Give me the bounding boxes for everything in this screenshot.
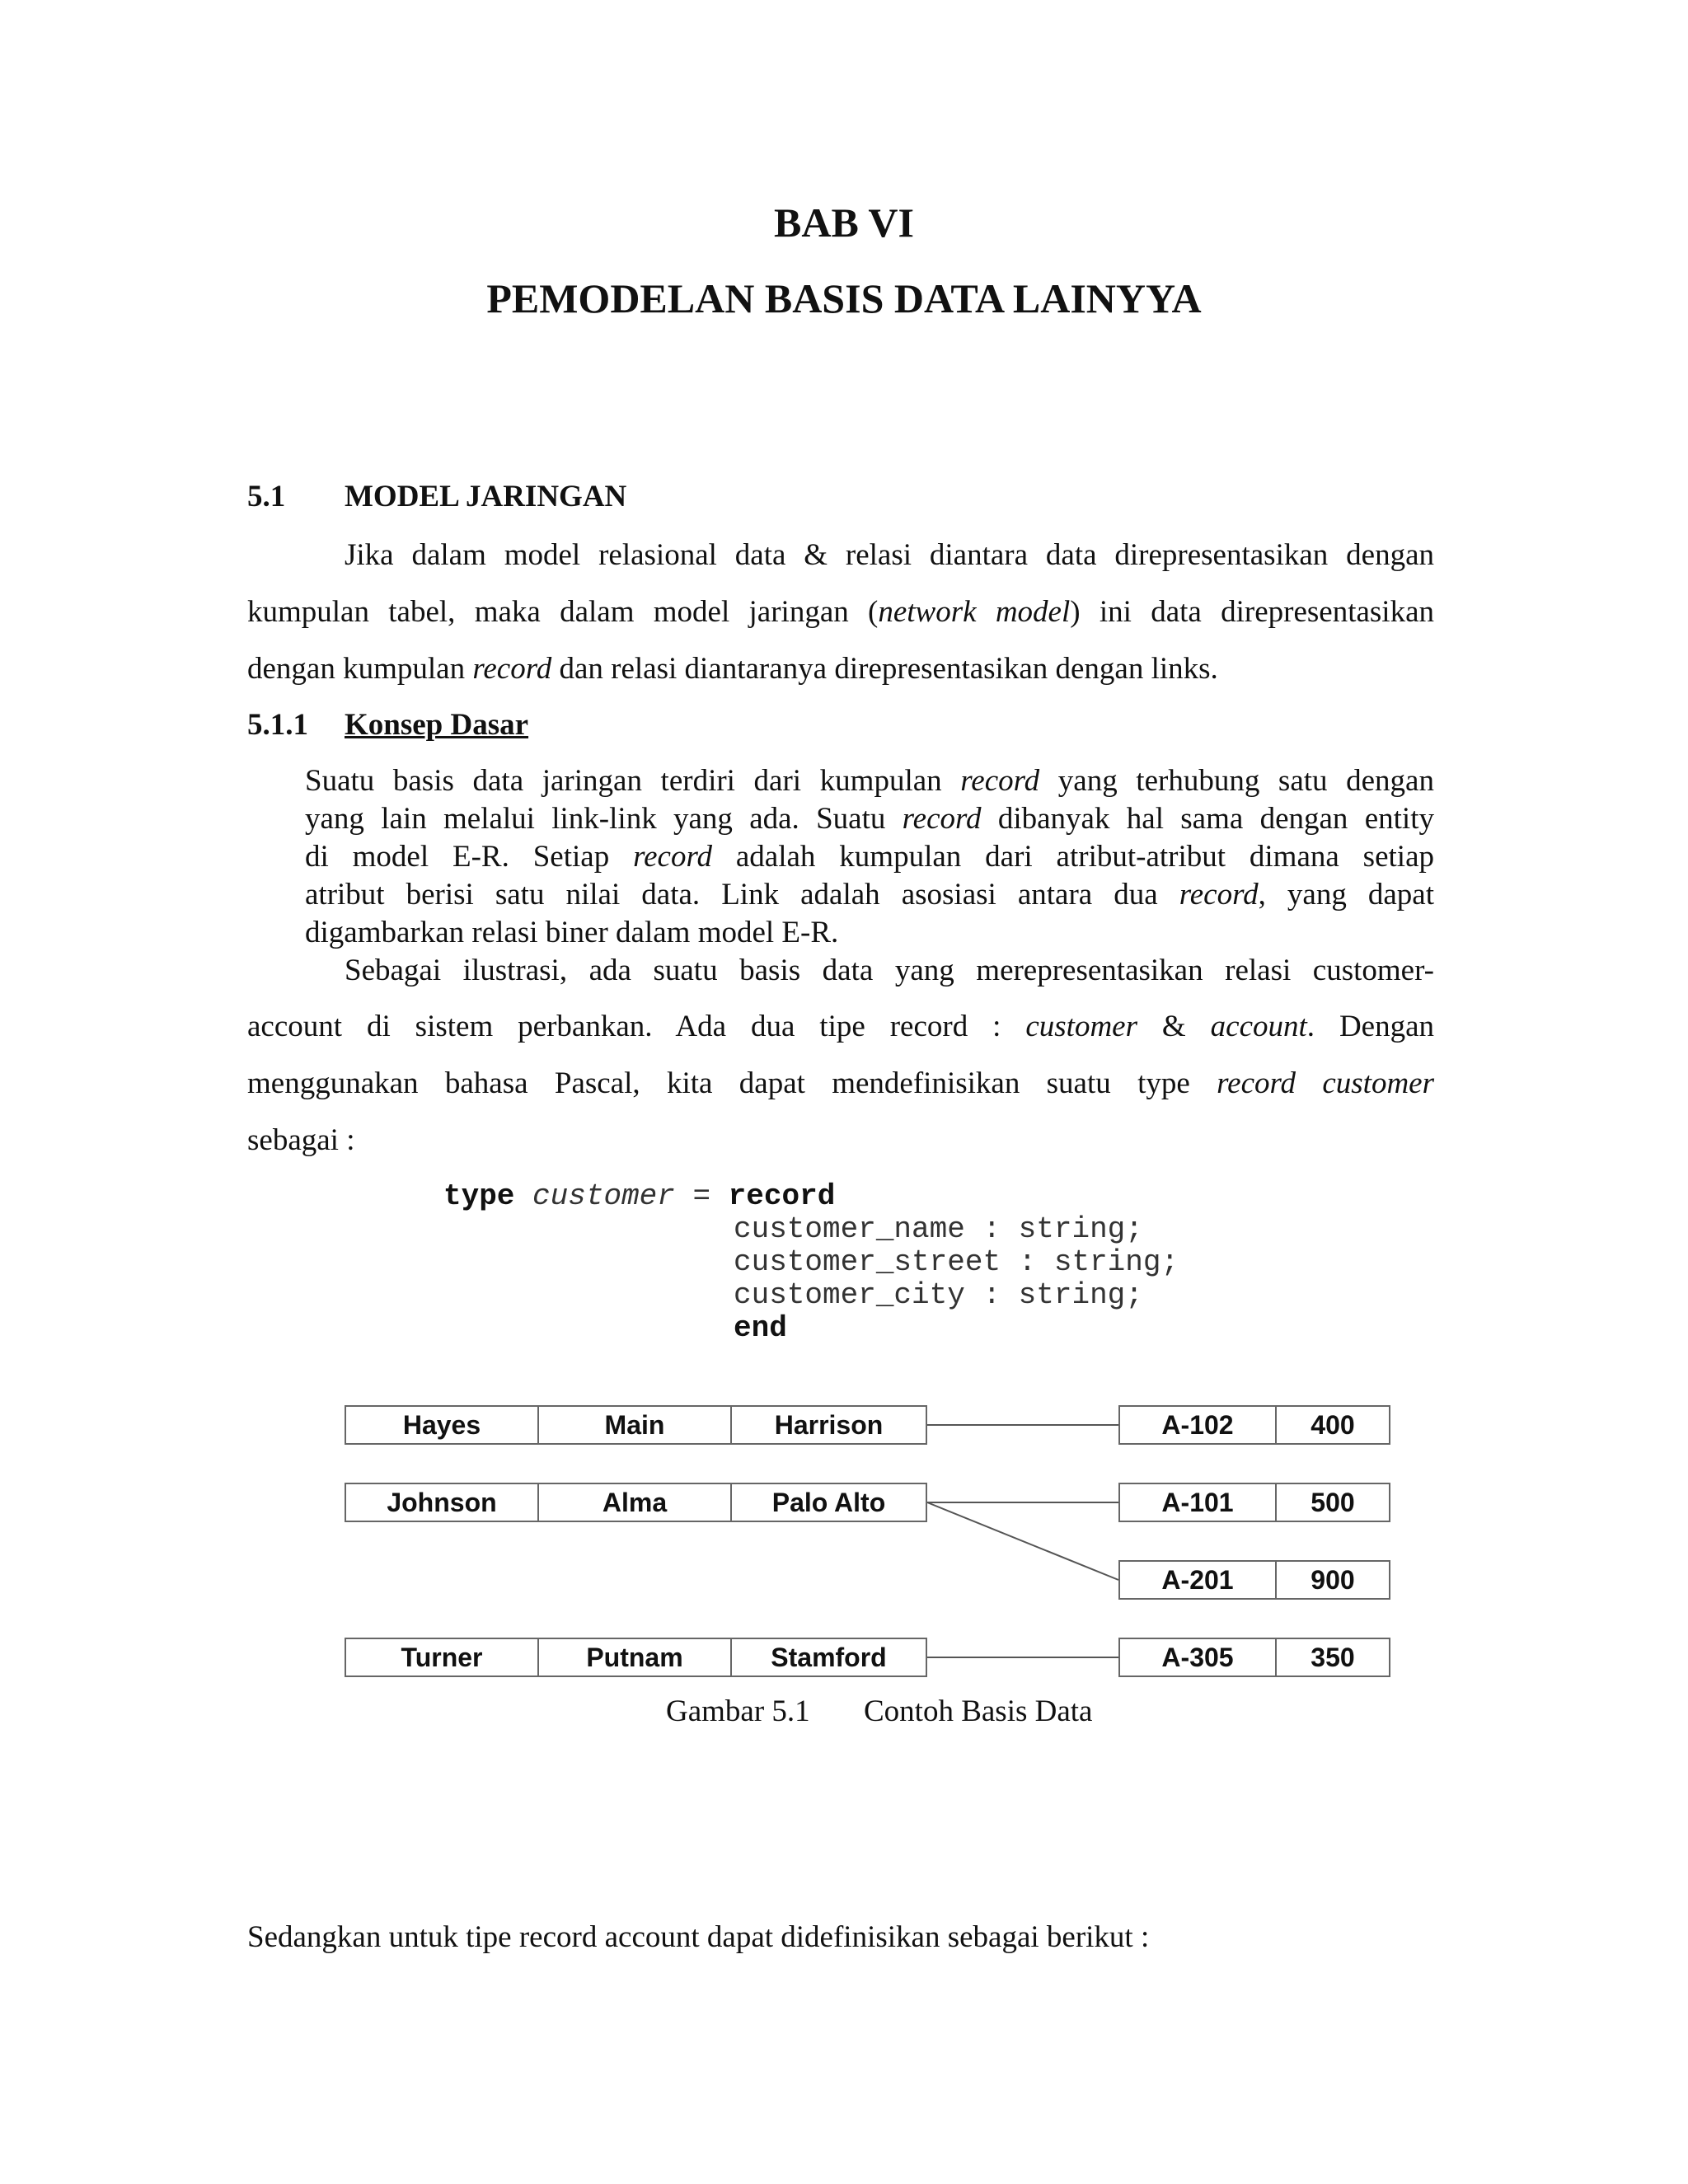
footer-paragraph: Sedangkan untuk tipe record account dapat didefinisikan sebagai berikut :: [247, 1920, 1150, 1954]
subsection-title: Konsep Dasar: [345, 708, 529, 742]
para2-emph-1: record: [960, 764, 1040, 798]
code-keyword-end: end: [734, 1311, 787, 1345]
para2-line3: [305, 838, 1434, 876]
para2-line2: [305, 800, 1434, 838]
para1-emph-network-model: network model: [878, 595, 1071, 629]
para3-text-4: sebagai :: [247, 1123, 355, 1157]
para3-line3: [247, 1065, 1434, 1103]
para2-line4: [305, 876, 1434, 914]
customer-street-cell: Alma: [537, 1483, 732, 1522]
section-title: MODEL JARINGAN: [345, 480, 627, 513]
account-balance-cell: 900: [1275, 1560, 1390, 1600]
subsection-number: 5.1.1: [247, 708, 308, 742]
para3-text-2a: account di sistem perbankan. Ada dua tipe record :: [247, 1010, 1026, 1043]
customer-city-cell: Palo Alto: [730, 1483, 927, 1522]
code-line-5: [734, 1312, 787, 1345]
para2-line1: [305, 762, 1434, 800]
para2-text-1c: yang terhubung satu dengan: [1039, 764, 1434, 798]
para3-text-1: Sebagai ilustrasi, ada suatu basis data yang merepresentasikan relasi customer-: [345, 954, 1434, 987]
customer-name-cell: Johnson: [345, 1483, 539, 1522]
para1-text-2a: kumpulan tabel, maka dalam model jaringan (: [247, 595, 879, 629]
para2-emph-2: record: [902, 802, 982, 836]
para3-text-2c: &: [1137, 1010, 1211, 1043]
account-number-cell: A-101: [1118, 1483, 1277, 1522]
account-number-cell: A-102: [1118, 1405, 1277, 1445]
para2-emph-3: record: [633, 840, 712, 874]
customer-city-cell: Harrison: [730, 1405, 927, 1445]
code-identifier: customer: [532, 1179, 675, 1213]
chapter-label: BAB VI: [774, 199, 914, 246]
customer-street-cell: Main: [537, 1405, 732, 1445]
section-number: 5.1: [247, 480, 286, 513]
para1-line2: [247, 593, 1434, 631]
para1-text-3a: dengan kumpulan: [247, 652, 473, 686]
para1-line3: [247, 650, 1434, 688]
figure-caption-text: Contoh Basis Data: [864, 1694, 1093, 1728]
customer-street-cell: Putnam: [537, 1638, 732, 1677]
para1-text-2c: ) ini data direpresentasikan: [1070, 595, 1434, 629]
account-number-cell: A-305: [1118, 1638, 1277, 1677]
para2-text-4c: , yang dapat: [1258, 878, 1435, 912]
para3-text-2e: . Dengan: [1306, 1010, 1435, 1043]
para1-line1: [345, 537, 1434, 574]
para2-emph-4: record: [1179, 878, 1259, 912]
para1-text-1: Jika dalam model relasional data & relasi diantara data direpresentasikan dengan: [345, 538, 1434, 572]
para3-emph-customer: customer: [1025, 1010, 1137, 1043]
chapter-title: PEMODELAN BASIS DATA LAINYYA: [486, 275, 1202, 321]
account-balance-cell: 350: [1275, 1638, 1390, 1677]
para2-text-3a: di model E-R. Setiap: [305, 840, 634, 874]
code-line-2: customer_name : string;: [734, 1212, 1143, 1246]
account-balance-cell: 400: [1275, 1405, 1390, 1445]
code-line-1: [443, 1180, 835, 1213]
para2-text-2a: yang lain melalui link-link yang ada. Suatu: [305, 802, 903, 836]
para1-text-3c: dan relasi diantaranya direpresentasikan dengan links.: [551, 652, 1218, 686]
para3-emph-record-customer: record customer: [1217, 1066, 1434, 1100]
para2-text-2c: dibanyak hal sama dengan entity: [981, 802, 1434, 836]
para2-text-3c: adalah kumpulan dari atribut-atribut dimana setiap: [712, 840, 1434, 874]
code-line-3: customer_street : string;: [734, 1245, 1179, 1279]
account-balance-cell: 500: [1275, 1483, 1390, 1522]
para2-text-4a: atribut berisi satu nilai data. Link adalah asosiasi antara dua: [305, 878, 1179, 912]
figure-caption-number: Gambar 5.1: [666, 1694, 810, 1728]
code-keyword-type: type: [443, 1179, 515, 1213]
para3-line4: [247, 1122, 1434, 1160]
account-number-cell: A-201: [1118, 1560, 1277, 1600]
code-line-4: customer_city : string;: [734, 1278, 1143, 1312]
para3-line1: [345, 952, 1434, 990]
code-equals: =: [674, 1179, 729, 1213]
para3-emph-account: account: [1210, 1010, 1307, 1043]
para2-line5: [305, 914, 1434, 952]
code-keyword-record: record: [728, 1179, 836, 1213]
para3-line2: [247, 1008, 1434, 1046]
para1-emph-record: record: [472, 652, 552, 686]
customer-name-cell: Turner: [345, 1638, 539, 1677]
customer-name-cell: Hayes: [345, 1405, 539, 1445]
para3-text-3a: menggunakan bahasa Pascal, kita dapat mendefinisikan suatu type: [247, 1066, 1217, 1100]
link-johnson-a201: [927, 1502, 1118, 1580]
para2-text-1a: Suatu basis data jaringan terdiri dari kumpulan: [305, 764, 961, 798]
customer-city-cell: Stamford: [730, 1638, 927, 1677]
para2-text-5: digambarkan relasi biner dalam model E-R.: [305, 916, 839, 949]
